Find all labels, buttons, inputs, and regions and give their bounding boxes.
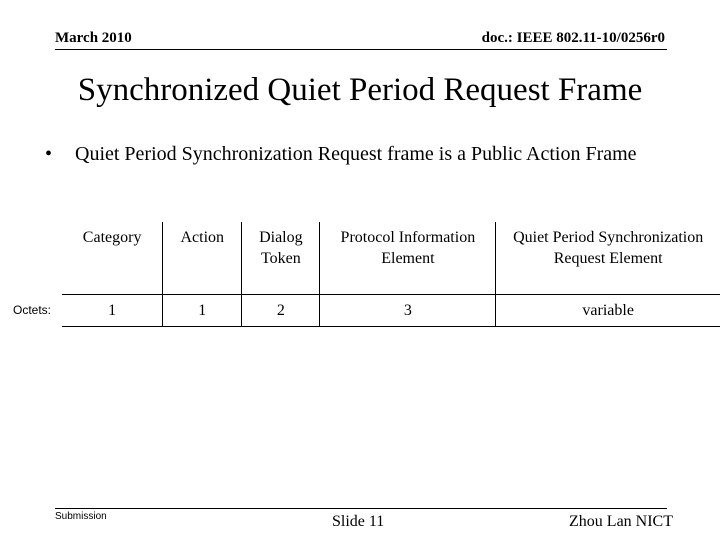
header-cell-protocol-information-element: Protocol Information Element	[320, 222, 496, 294]
octets-cell-action: 1	[163, 294, 242, 326]
octets-cell-quiet-period-sync-request-element: variable	[496, 294, 720, 326]
footer-divider	[55, 508, 667, 509]
header-doc-id: doc.: IEEE 802.11-10/0256r0	[481, 30, 665, 46]
table-header-row	[62, 222, 720, 294]
frame-format-table	[62, 222, 720, 327]
footer-slide-number: Slide 11	[332, 513, 385, 530]
bullet-marker: •	[45, 143, 53, 165]
footer-author: Zhou Lan NICT	[569, 513, 673, 530]
octets-cell-category: 1	[62, 294, 163, 326]
header-cell-action: Action	[163, 222, 242, 294]
header-cell-quiet-period-sync-request-element: Quiet Period Synchronization Request Element	[496, 222, 720, 294]
slide-title: Synchronized Quiet Period Request Frame	[77, 72, 643, 108]
footer-submission: Submission	[55, 511, 107, 522]
octets-cell-protocol-information-element: 3	[320, 294, 496, 326]
header-date: March 2010	[55, 30, 132, 46]
octets-cell-dialog-token: 2	[242, 294, 320, 326]
header-divider	[55, 49, 667, 50]
bullet-text: Quiet Period Synchronization Request frame is a Public Action Frame	[75, 143, 637, 165]
header-cell-category: Category	[82, 229, 142, 246]
table-octets-row	[62, 294, 720, 326]
header-cell-dialog-token: Dialog Token	[242, 222, 320, 294]
octets-row-label: Octets:	[13, 303, 52, 317]
